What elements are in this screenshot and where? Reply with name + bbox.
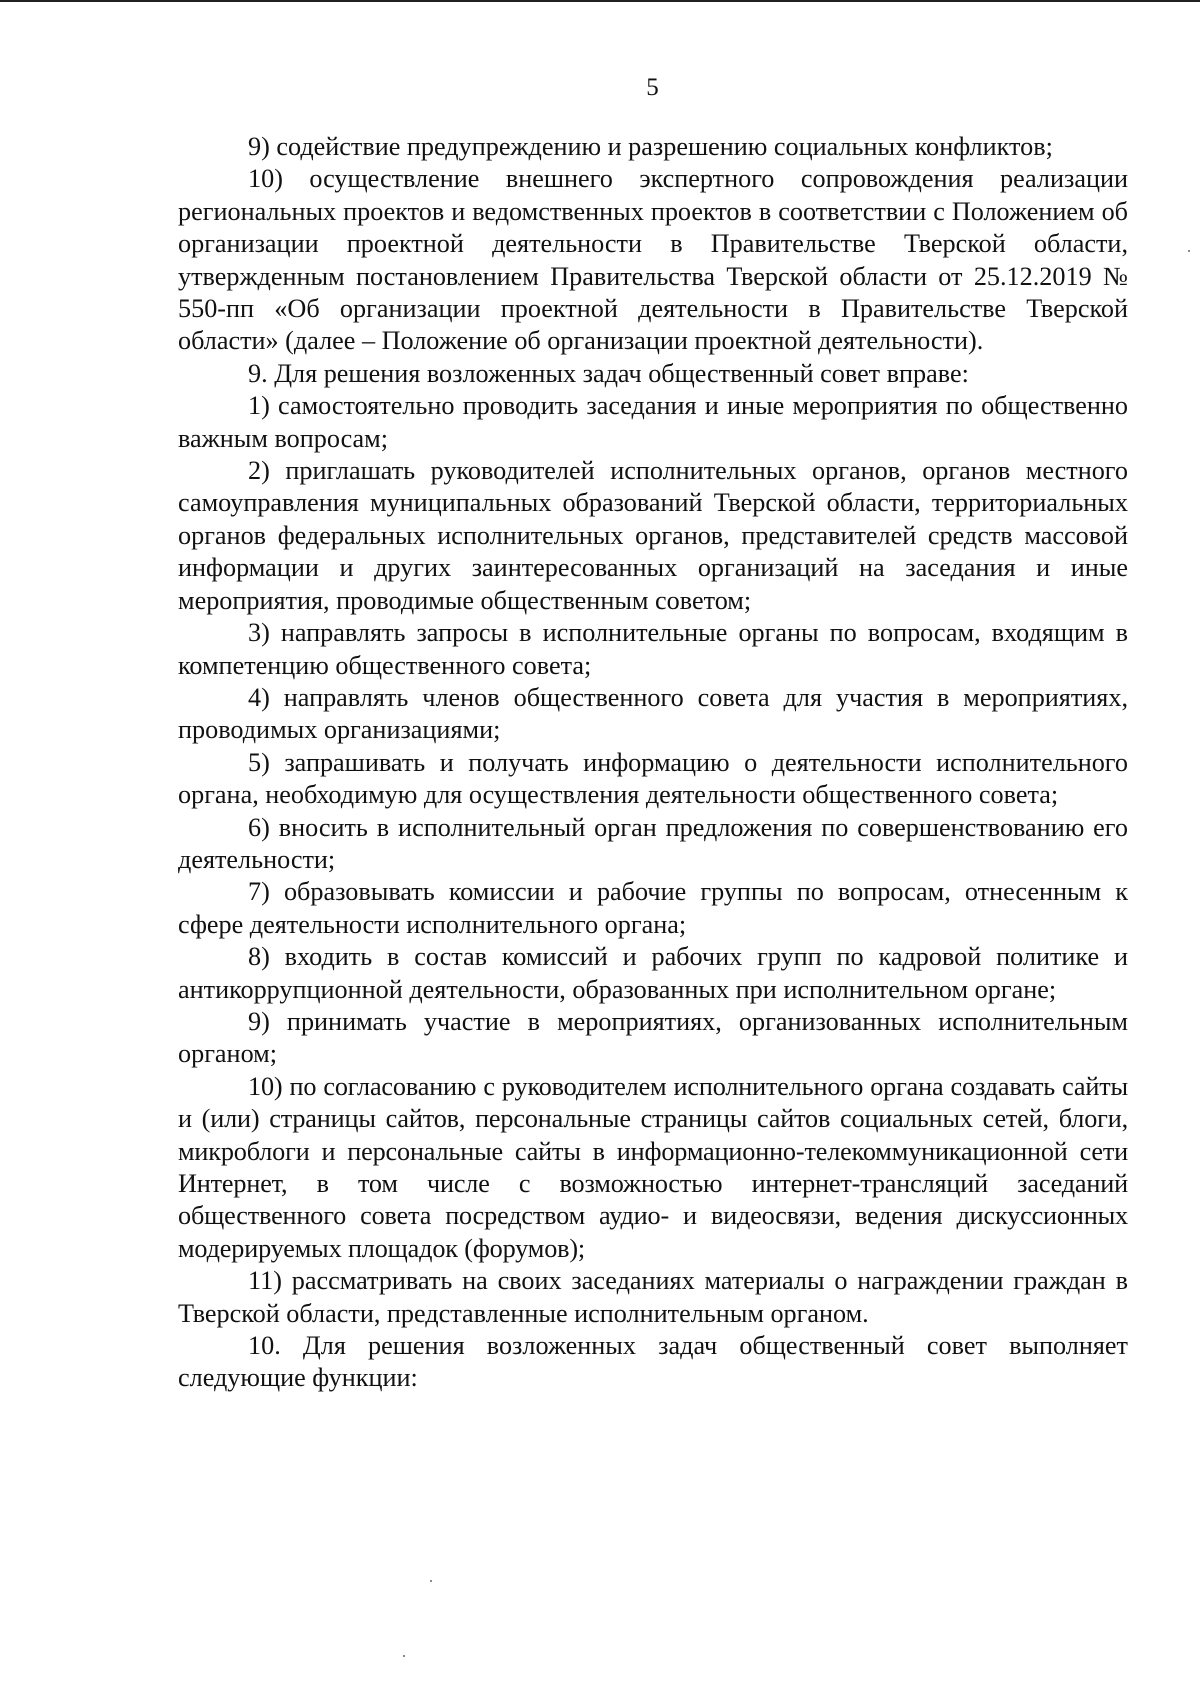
- paragraph-right-3: 3) направлять запросы в исполнительные органы по вопросам, входящим в компетенцию общественного совета;: [178, 618, 1128, 680]
- scan-speck: [430, 1580, 432, 1582]
- paragraph-right-9: 9) принимать участие в мероприятиях, организованных исполнительным органом;: [178, 1006, 1128, 1069]
- paragraph-right-7: 7) образовывать комиссии и рабочие группы по вопросам, отнесенным к сфере деятельности исполнительного органа;: [178, 877, 1128, 939]
- paragraph-right-5: 5) запрашивать и получать информацию о деятельности исполнительного органа, необходимую для осуществления деятельности общественного совета;: [178, 747, 1128, 810]
- scan-speck: [1188, 250, 1190, 252]
- scan-speck: [403, 1655, 405, 1657]
- paragraph-section-10-functions: 10. Для решения возложенных задач общественный совет выполняет следующие функции:: [178, 1331, 1128, 1393]
- paragraph-right-10: 10) по согласованию с руководителем исполнительного органа создавать сайты и (или) страницы сайтов, персональные страницы сайтов социальных сетей, блоги, микроблоги и персональные сайты в информационно-телекоммуникационной сети Интернет, в том числе с возможностью интернет-трансляций заседаний общественного совета посредством аудио- и видеосвязи, ведения дискуссионных модерируемых площадок (форумов);: [178, 1071, 1128, 1263]
- paragraph-right-2: 2) приглашать руководителей исполнительных органов, органов местного самоуправления муниципальных образований Тверской области, территориальных органов федеральных исполнительных органов, представителей средств массовой информации и других заинтересованных организаций на заседания и иные мероприятия, проводимые общественным советом;: [178, 456, 1128, 615]
- paragraph-item-9-conflicts: 9) содействие предупреждению и разрешению социальных конфликтов;: [248, 132, 1053, 161]
- paragraph-right-8: 8) входить в состав комиссий и рабочих групп по кадровой политике и антикоррупционной деятельности, образованных при исполнительном органе;: [178, 942, 1128, 1004]
- page-number: 5: [646, 74, 659, 101]
- paragraph-section-9-rights: 9. Для решения возложенных задач общественный совет вправе:: [248, 358, 969, 388]
- paragraph-right-4: 4) направлять членов общественного совета для участия в мероприятиях, проводимых организациями;: [178, 682, 1128, 745]
- paragraph-right-11: 11) рассматривать на своих заседаниях материалы о награждении граждан в Тверской области, представленные исполнительным органом.: [178, 1266, 1128, 1328]
- paragraph-right-1: 1) самостоятельно проводить заседания и иные мероприятия по общественно важным вопросам;: [178, 391, 1128, 453]
- scan-edge-line: [0, 0, 1200, 2]
- paragraph-right-6: 6) вносить в исполнительный орган предложения по совершенствованию его деятельности;: [178, 812, 1128, 874]
- document-body: [178, 131, 1128, 1395]
- paragraph-item-10-expert-support: 10) осуществление внешнего экспертного сопровождения реализации региональных проектов и ведомственных проектов в соответствии с Положением об организации проектной деятельности в Правительстве Тверской области, утвержденным постановлением Правительства Тверской области от 25.12.2019 № 550-пп «Об организации проектной деятельности в Правительстве Тверской области» (далее – Положение об организации проектной деятельности).: [178, 164, 1128, 356]
